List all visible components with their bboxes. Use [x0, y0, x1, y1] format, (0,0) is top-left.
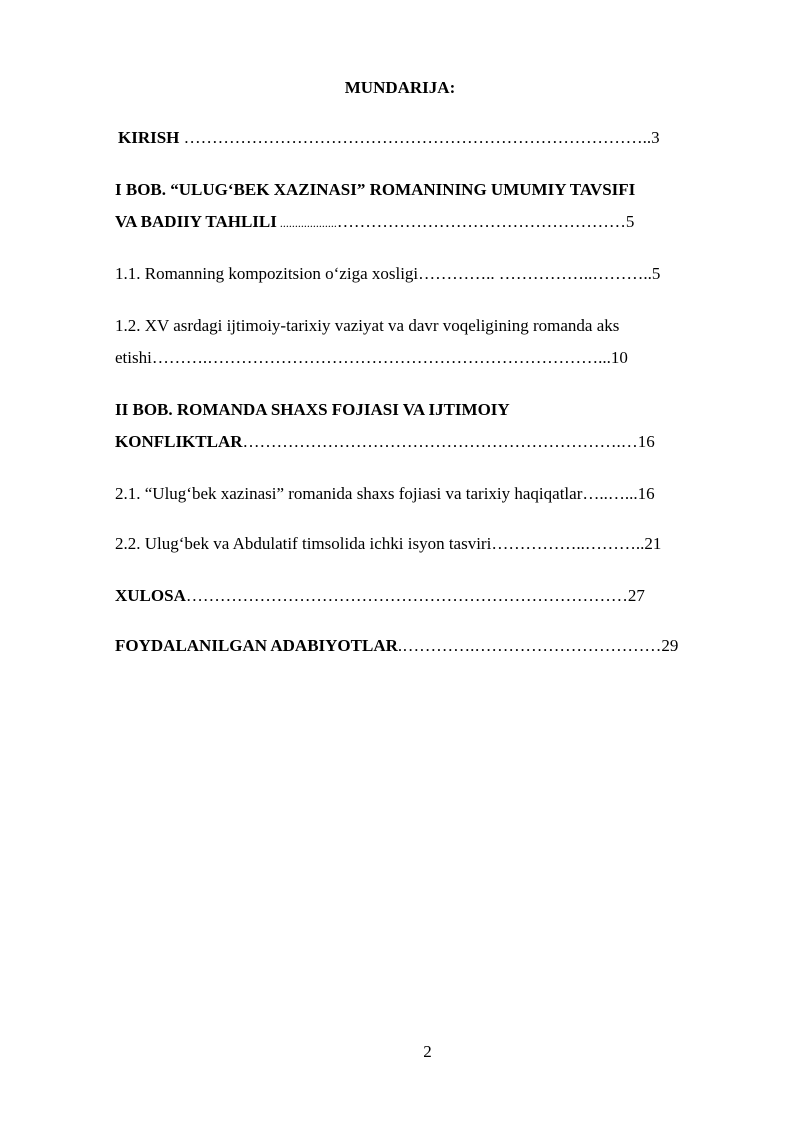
toc-entry-adabiyotlar [115, 634, 720, 658]
toc-leader-dots-small: ................... [276, 216, 337, 230]
toc-entry-label: 1.1. Romanning kompozitsion o‘ziga xosligi [115, 264, 419, 283]
toc-entry-label: XULOSA [115, 586, 186, 605]
toc-entry-label: KIRISH [118, 128, 180, 147]
toc-page-number: 29 [661, 636, 679, 655]
toc-entry-1-1 [115, 262, 720, 286]
toc-page-number: 16 [637, 484, 655, 503]
toc-page-number: 5 [625, 212, 635, 231]
toc-entry-bob1-line1: I BOB. “ULUG‘BEK XAZINASI” ROMANINING UMUMIY TAVSIFI [115, 180, 636, 199]
toc-page-number: .3 [646, 128, 660, 147]
toc-entry-bob2-line1: II BOB. ROMANDA SHAXS FOJIASI VA IJTIMOIY [115, 400, 510, 419]
toc-entry-1-2-line2 [115, 346, 720, 370]
toc-entry-bob1-line2 [115, 210, 720, 235]
toc-entry-label: FOYDALANILGAN ADABIYOTLAR [115, 636, 398, 655]
toc-page-number: 5 [651, 264, 661, 283]
toc-entry-2-2 [115, 532, 720, 556]
toc-entry-label: etishi [115, 348, 152, 367]
toc-leader-dots: .………….…………………………… [397, 636, 662, 655]
toc-page-number: 10 [610, 348, 628, 367]
toc-title: MUNDARIJA: [344, 78, 456, 97]
toc-entry-xulosa [115, 584, 720, 608]
toc-entry-label: KONFLIKTLAR [115, 432, 243, 451]
toc-leader-dots: …………………………………………………………………… [185, 586, 628, 605]
toc-leader-dots: ………………………………………………………………………. [179, 128, 647, 147]
toc-page-number: 16 [637, 432, 655, 451]
toc-page-number: 21 [644, 534, 662, 553]
toc-leader-dots: ………………………………………………………….… [242, 432, 638, 451]
toc-entry-label: VA BADIIY TAHLILI [115, 212, 277, 231]
toc-entry-label: 2.1. “Ulug‘bek xazinasi” romanida shaxs fojiasi va tarixiy haqiqatlar [115, 484, 583, 503]
page-number: 2 [423, 1042, 432, 1061]
toc-entry-2-1 [115, 482, 720, 506]
toc-entry-kirish [118, 126, 723, 150]
toc-entry-bob2-line2 [115, 430, 720, 454]
toc-entry-1-2-line1: 1.2. XV asrdagi ijtimoiy-tarixiy vaziyat va davr voqeligining romanda aks [115, 316, 620, 335]
toc-leader-dots: …..…... [582, 484, 638, 503]
toc-leader-dots: …………………………………………… [336, 212, 626, 231]
toc-leader-dots: ……….……………………………………………………………... [151, 348, 611, 367]
toc-leader-dots: ……………..……….. [491, 534, 645, 553]
toc-leader-dots: ………….. ……………..……….. [418, 264, 652, 283]
toc-page-number: 27 [627, 586, 645, 605]
toc-entry-label: 2.2. Ulug‘bek va Abdulatif timsolida ichki isyon tasviri [115, 534, 492, 553]
